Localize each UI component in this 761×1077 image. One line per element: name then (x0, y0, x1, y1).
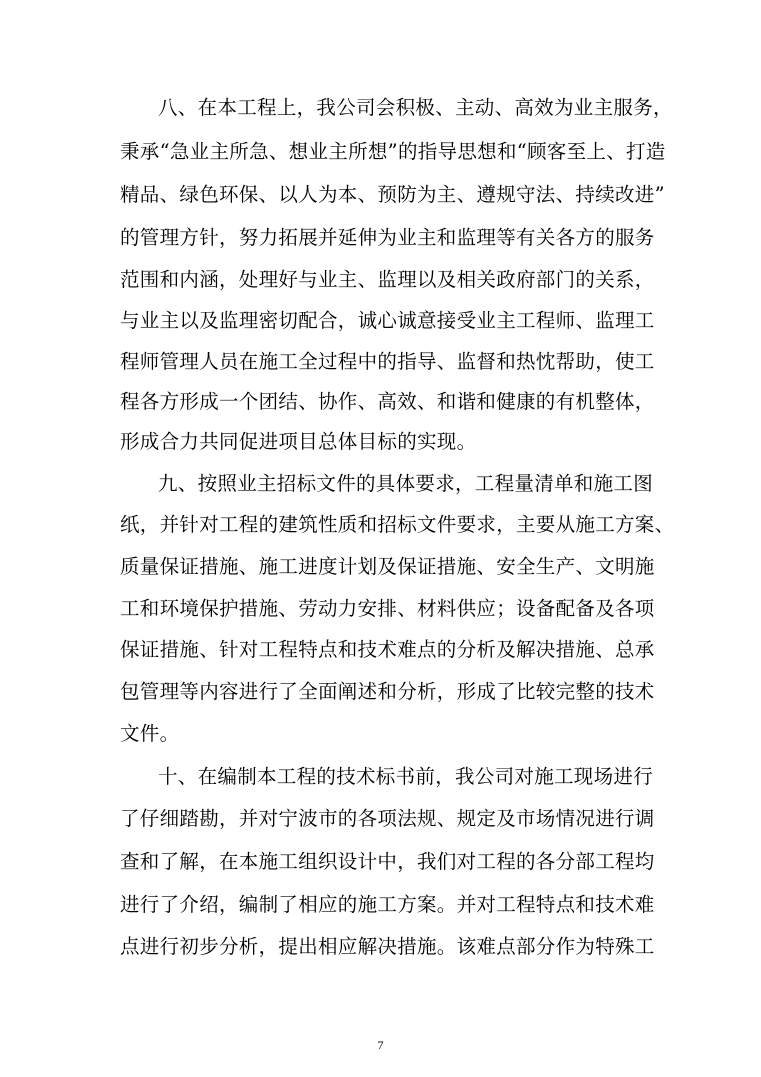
paragraph-line: 程师管理人员在施工全过程中的指导、监督和热忱帮助，使工 (120, 350, 655, 373)
paragraph-line: 范围和内涵，处理好与业主、监理以及相关政府部门的关系， (120, 268, 655, 291)
paragraph-line: 与业主以及监理密切配合，诚心诚意接受业主工程师、监理工 (120, 309, 655, 332)
paragraph-line: 九、按照业主招标文件的具体要求，工程量清单和施工图 (158, 472, 654, 495)
paragraph-line: 了仔细踏勘，并对宁波市的各项法规、规定及市场情况进行调 (120, 807, 655, 830)
paragraph-line: 工和环境保护措施、劳动力安排、材料供应；设备配备及各项 (120, 597, 655, 620)
paragraph-line: 进行了介绍，编制了相应的施工方案。并对工程特点和技术难 (120, 893, 655, 916)
paragraph-line: 查和了解，在本施工组织设计中，我们对工程的各分部工程均 (120, 850, 655, 873)
paragraph-line: 保证措施、针对工程特点和技术难点的分析及解决措施、总承 (120, 638, 655, 661)
paragraph-line: 十、在编制本工程的技术标书前，我公司对施工现场进行 (158, 765, 654, 788)
paragraph-line: 文件。 (120, 722, 180, 745)
paragraph-line: 精品、绿色环保、以人为本、预防为主、遵规守法、持续改进” (120, 183, 665, 206)
paragraph-line: 八、在本工程上，我公司会积极、主动、高效为业主服务， (158, 96, 673, 119)
paragraph-line: 秉承“急业主所急、想业主所想”的指导思想和“顾客至上、打造 (120, 140, 666, 163)
page-number: 7 (377, 1038, 384, 1052)
paragraph-line: 形成合力共同促进项目总体目标的实现。 (120, 430, 477, 453)
paragraph-line: 程各方形成一个团结、协作、高效、和谐和健康的有机整体， (120, 390, 655, 413)
paragraph-line: 质量保证措施、施工进度计划及保证措施、安全生产、文明施 (120, 555, 655, 578)
paragraph-line: 纸，并针对工程的建筑性质和招标文件要求，主要从施工方案、 (120, 513, 675, 536)
paragraph-line: 包管理等内容进行了全面阐述和分析，形成了比较完整的技术 (120, 680, 655, 703)
paragraph-line: 点进行初步分析，提出相应解决措施。该难点部分作为特殊工 (120, 935, 655, 958)
paragraph-line: 的管理方针，努力拓展并延伸为业主和监理等有关各方的服务 (120, 226, 655, 249)
